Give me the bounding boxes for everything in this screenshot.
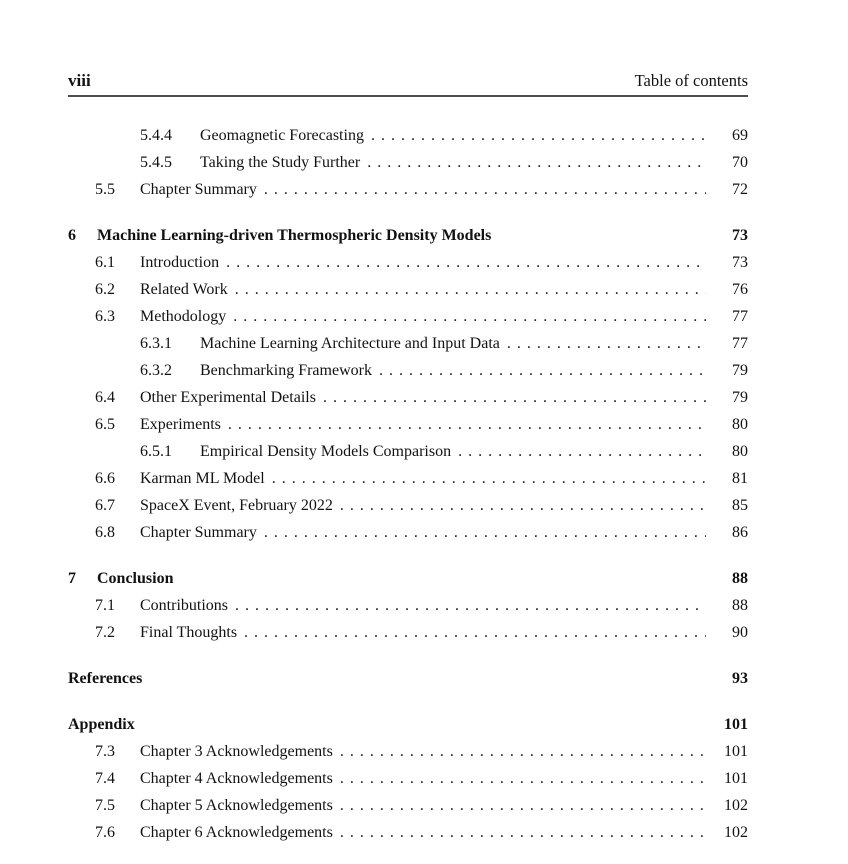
toc-entry-title: Chapter 6 Acknowledgements bbox=[140, 824, 333, 841]
toc-entry-page: 73 bbox=[732, 227, 748, 244]
running-header bbox=[68, 70, 748, 97]
toc-entry[interactable] bbox=[68, 411, 748, 438]
toc-entry-number: 6.3.2 bbox=[140, 362, 172, 379]
toc-dot-leader bbox=[340, 792, 706, 819]
toc-entry-number: 6.8 bbox=[95, 524, 115, 541]
toc-dot-leader bbox=[379, 357, 706, 384]
toc-entry-page: 77 bbox=[732, 335, 748, 352]
toc-entry-title: Empirical Density Models Comparison bbox=[200, 443, 452, 460]
toc-entry-title: References bbox=[68, 670, 143, 687]
toc-entry-title: Final Thoughts bbox=[140, 624, 238, 641]
toc-entry-page: 86 bbox=[732, 524, 748, 541]
toc-entry[interactable] bbox=[68, 819, 748, 846]
toc-entry-number: 6 bbox=[68, 227, 76, 244]
page-number-label: viii bbox=[68, 71, 91, 90]
toc-entry[interactable] bbox=[68, 465, 748, 492]
toc-dot-leader bbox=[340, 492, 706, 519]
toc-entry[interactable] bbox=[68, 711, 748, 738]
toc-dot-leader bbox=[340, 738, 706, 765]
toc-entry-page: 79 bbox=[732, 362, 748, 379]
toc-entry[interactable] bbox=[68, 492, 748, 519]
toc-entry[interactable] bbox=[68, 176, 748, 203]
toc-entry[interactable] bbox=[68, 330, 748, 357]
toc-entry-page: 88 bbox=[732, 597, 748, 614]
toc-entry-number: 7.2 bbox=[95, 624, 115, 641]
toc-dot-leader bbox=[371, 122, 706, 149]
toc-entry[interactable] bbox=[68, 249, 748, 276]
toc-entry[interactable] bbox=[68, 738, 748, 765]
toc-entry-page: 72 bbox=[732, 181, 748, 198]
toc-entry-number: 6.5.1 bbox=[140, 443, 172, 460]
toc-entry[interactable] bbox=[68, 519, 748, 546]
toc-entry-title: Other Experimental Details bbox=[140, 389, 316, 406]
toc-entry[interactable] bbox=[68, 665, 748, 692]
toc-entry-title: Related Work bbox=[140, 281, 228, 298]
toc-entry-page: 101 bbox=[724, 716, 748, 733]
toc-entry-title: Machine Learning-driven Thermospheric Density Models bbox=[97, 227, 492, 244]
toc-entry-title: Contributions bbox=[140, 597, 229, 614]
toc-entry-page: 102 bbox=[724, 824, 748, 841]
toc-entry-number: 6.1 bbox=[95, 254, 115, 271]
toc-entry-number: 6.7 bbox=[95, 497, 115, 514]
toc-entry-title: SpaceX Event, February 2022 bbox=[140, 497, 333, 514]
toc-entry-page: 93 bbox=[732, 670, 748, 687]
toc-entry-page: 73 bbox=[732, 254, 748, 271]
toc-entry-title: Machine Learning Architecture and Input Data bbox=[200, 335, 500, 352]
toc-entry-page: 88 bbox=[732, 570, 748, 587]
toc-entry-title: Karman ML Model bbox=[140, 470, 265, 487]
toc-entry[interactable] bbox=[68, 222, 748, 249]
toc-entry-page: 70 bbox=[732, 154, 748, 171]
toc-entry[interactable] bbox=[68, 303, 748, 330]
toc-dot-leader bbox=[458, 438, 706, 465]
toc-entry-number: 7.4 bbox=[95, 770, 115, 787]
toc-entry-page: 80 bbox=[732, 443, 748, 460]
toc-entry-number: 7.3 bbox=[95, 743, 115, 760]
toc-entry[interactable] bbox=[68, 357, 748, 384]
toc-entry-page: 79 bbox=[732, 389, 748, 406]
toc-entry-number: 6.3.1 bbox=[140, 335, 172, 352]
toc-entry-title: Chapter 3 Acknowledgements bbox=[140, 743, 333, 760]
toc-entry-title: Chapter Summary bbox=[140, 181, 257, 198]
toc-dot-leader bbox=[323, 384, 706, 411]
toc-entry-number: 6.3 bbox=[95, 308, 115, 325]
toc-entry-title: Conclusion bbox=[97, 570, 174, 587]
toc-entry[interactable] bbox=[68, 384, 748, 411]
toc-dot-leader bbox=[367, 149, 706, 176]
toc-entry[interactable] bbox=[68, 619, 748, 646]
toc-entry[interactable] bbox=[68, 792, 748, 819]
toc-dot-leader bbox=[340, 765, 706, 792]
toc-entry-page: 90 bbox=[732, 624, 748, 641]
toc-entry-number: 6.6 bbox=[95, 470, 115, 487]
toc-entry-page: 101 bbox=[724, 743, 748, 760]
table-of-contents bbox=[68, 122, 748, 846]
toc-entry-title: Taking the Study Further bbox=[200, 154, 361, 171]
toc-entry-title: Introduction bbox=[140, 254, 220, 271]
toc-entry-number: 6.2 bbox=[95, 281, 115, 298]
toc-entry[interactable] bbox=[68, 122, 748, 149]
toc-entry-page: 81 bbox=[732, 470, 748, 487]
toc-entry-number: 7.1 bbox=[95, 597, 115, 614]
toc-entry[interactable] bbox=[68, 765, 748, 792]
toc-dot-leader bbox=[226, 249, 706, 276]
toc-entry-page: 77 bbox=[732, 308, 748, 325]
toc-dot-leader bbox=[233, 303, 706, 330]
toc-entry-number: 7.5 bbox=[95, 797, 115, 814]
toc-entry-number: 6.5 bbox=[95, 416, 115, 433]
toc-entry-page: 102 bbox=[724, 797, 748, 814]
toc-dot-leader bbox=[235, 276, 706, 303]
toc-entry-title: Benchmarking Framework bbox=[200, 362, 372, 379]
toc-entry-page: 85 bbox=[732, 497, 748, 514]
toc-entry-page: 80 bbox=[732, 416, 748, 433]
toc-entry-number: 6.4 bbox=[95, 389, 115, 406]
header-rule bbox=[68, 95, 748, 97]
toc-dot-leader bbox=[235, 592, 706, 619]
toc-entry-title: Chapter 5 Acknowledgements bbox=[140, 797, 333, 814]
toc-entry-number: 5.5 bbox=[95, 181, 115, 198]
toc-entry-page: 101 bbox=[724, 770, 748, 787]
toc-entry[interactable] bbox=[68, 276, 748, 303]
toc-dot-leader bbox=[507, 330, 706, 357]
toc-dot-leader bbox=[264, 519, 706, 546]
toc-entry-title: Chapter Summary bbox=[140, 524, 257, 541]
toc-entry-page: 76 bbox=[732, 281, 748, 298]
toc-dot-leader bbox=[228, 411, 706, 438]
toc-entry-number: 7.6 bbox=[95, 824, 115, 841]
toc-entry-number: 7 bbox=[68, 570, 76, 587]
toc-dot-leader bbox=[272, 465, 706, 492]
toc-entry-title: Appendix bbox=[68, 716, 135, 733]
toc-dot-leader bbox=[264, 176, 706, 203]
toc-entry[interactable] bbox=[68, 592, 748, 619]
toc-entry-page: 69 bbox=[732, 127, 748, 144]
toc-entry-number: 5.4.5 bbox=[140, 154, 172, 171]
toc-entry[interactable] bbox=[68, 565, 748, 592]
toc-dot-leader bbox=[244, 619, 706, 646]
toc-entry-title: Experiments bbox=[140, 416, 221, 433]
toc-entry-title: Geomagnetic Forecasting bbox=[200, 127, 364, 144]
toc-entry-title: Chapter 4 Acknowledgements bbox=[140, 770, 333, 787]
header-title: Table of contents bbox=[634, 71, 748, 90]
toc-entry[interactable] bbox=[68, 438, 748, 465]
toc-entry-title: Methodology bbox=[140, 308, 227, 325]
toc-entry[interactable] bbox=[68, 149, 748, 176]
toc-entry-number: 5.4.4 bbox=[140, 127, 172, 144]
toc-dot-leader bbox=[340, 819, 706, 846]
